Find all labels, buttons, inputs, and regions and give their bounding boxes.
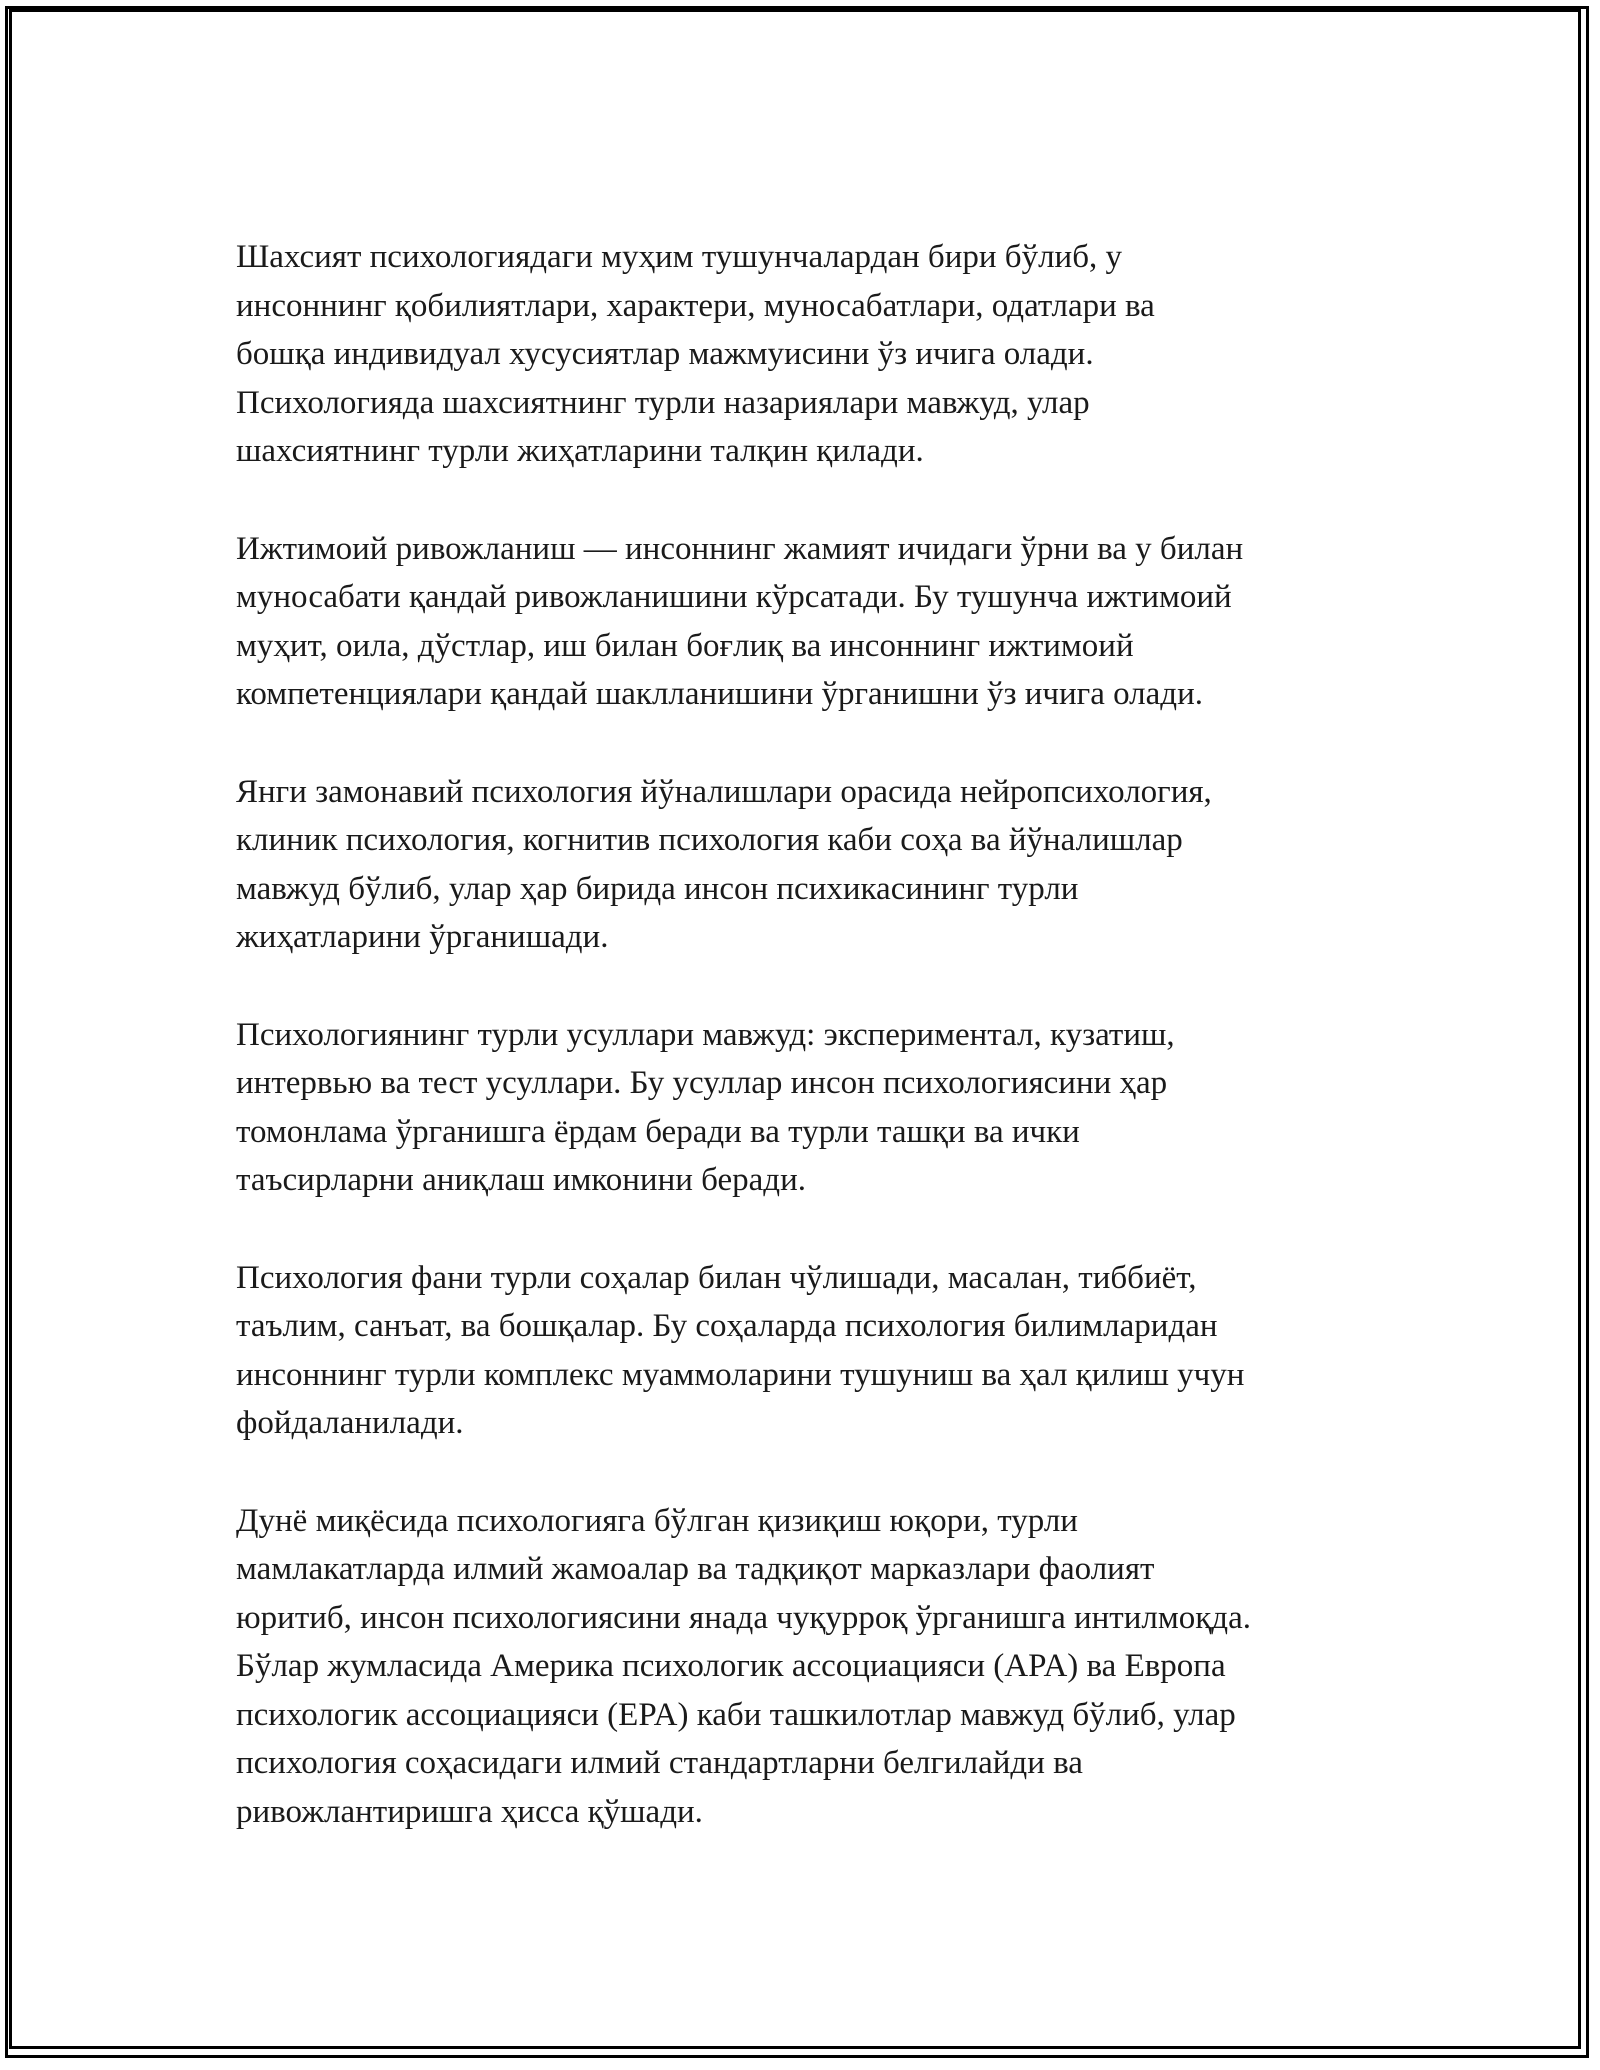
text-line: таъсирларни аниқлаш имконини беради. <box>236 1162 807 1198</box>
text-line: ривожлантиришга ҳисса қўшади. <box>236 1793 703 1830</box>
text-line: инсоннинг қобилиятлари, характери, муносабатлари, одатлари ва <box>236 287 1155 324</box>
text-line: мамлакатларда илмий жамоалар ва тадқиқот марказлари фаолият <box>236 1551 1155 1587</box>
text-line: компетенциялари қандай шаклланишини ўрганишни ўз ичига олади. <box>236 676 1203 712</box>
text-line: таълим, санъат, ва бошқалар. Бу соҳаларда психология билимларидан <box>236 1308 1218 1344</box>
paragraph-applied-fields <box>236 1254 1366 1448</box>
text-line: Ижтимоий ривожланиш — инсоннинг жамият ичидаги ўрни ва у билан <box>236 530 1244 567</box>
text-line: муносабати қандай ривожланишини кўрсатади. Бу тушунча ижтимоий <box>236 579 1232 615</box>
text-line: юритиб, инсон психологиясини янада чуқурроқ ўрганишга интилмоқда. <box>236 1599 1251 1636</box>
text-line: Психологиянинг турли усуллари мавжуд: экспериментал, кузатиш, <box>236 1016 1175 1053</box>
document-body <box>236 233 1366 1885</box>
text-line: психологик ассоциацияси (EPA) каби ташкилотлар мавжуд бўлиб, улар <box>236 1696 1236 1733</box>
text-line: Психология фани турли соҳалар билан чўлишади, масалан, тиббиёт, <box>236 1259 1197 1296</box>
paragraph-methods <box>236 1011 1366 1205</box>
text-line: мавжуд бўлиб, улар ҳар бирида инсон психикасининг турли <box>236 870 1079 907</box>
text-line: фойдаланилади. <box>236 1405 464 1441</box>
text-line: Психологияда шахсиятнинг турли назариялари мавжуд, улар <box>236 384 1090 421</box>
text-line: Дунё миқёсида психологияга бўлган қизиқиш юқори, турли <box>236 1502 1078 1539</box>
text-line: психология соҳасидаги илмий стандартларни белгилайди ва <box>236 1745 1083 1781</box>
text-line: шахсиятнинг турли жиҳатларини талқин қилади. <box>236 433 924 469</box>
text-line: Янги замонавий психология йўналишлари орасида нейропсихология, <box>236 773 1212 810</box>
paragraph-global-interest <box>236 1497 1366 1837</box>
text-line: Шахсият психологиядаги муҳим тушунчалардан бири бўлиб, у <box>236 239 1123 275</box>
text-line: интервью ва тест усуллари. Бу усуллар инсон психологиясини ҳар <box>236 1065 1168 1101</box>
paragraph-personality <box>236 233 1366 476</box>
text-line: инсоннинг турли комплекс муаммоларини тушуниш ва ҳал қилиш учун <box>236 1356 1245 1393</box>
text-line: клиник психология, когнитив психология каби соҳа ва йўналишлар <box>236 822 1183 858</box>
text-line: Бўлар жумласида Америка психологик ассоциацияси (APA) ва Европа <box>236 1648 1226 1684</box>
text-line: жиҳатларини ўрганишади. <box>236 919 609 955</box>
text-line: бошқа индивидуал хусусиятлар мажмуисини ўз ичига олади. <box>236 336 1094 372</box>
text-line: муҳит, оила, дўстлар, иш билан боғлиқ ва инсоннинг ижтимоий <box>236 627 1134 664</box>
paragraph-social-development <box>236 525 1366 719</box>
paragraph-modern-directions <box>236 768 1366 962</box>
text-line: томонлама ўрганишга ёрдам беради ва турли ташқи ва ички <box>236 1113 1080 1150</box>
